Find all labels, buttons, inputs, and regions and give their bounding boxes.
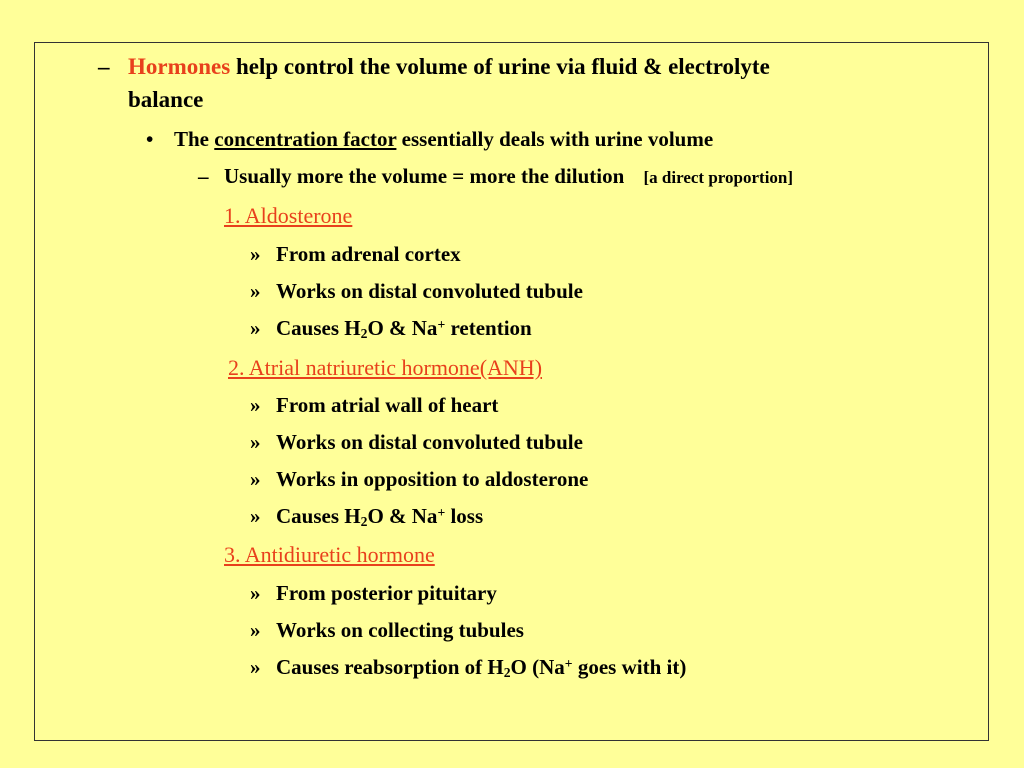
list-item-chem	[276, 655, 686, 681]
chem-sup: +	[437, 317, 446, 332]
list-item: Works on distal convoluted tubule	[276, 430, 583, 454]
heading-anh: 2. Atrial natriuretic hormone(ANH)	[228, 355, 543, 380]
sub-marker: »	[250, 393, 261, 417]
list-item: Works in opposition to aldosterone	[276, 467, 589, 491]
dilution-line	[224, 164, 793, 189]
list-item: From atrial wall of heart	[276, 393, 499, 417]
heading-aldosterone: 1. Aldosterone	[224, 203, 353, 228]
chem-pre: Causes H	[276, 316, 361, 340]
dilution-note: [a direct proportion]	[643, 168, 794, 187]
chem-pre: Causes reabsorption of H	[276, 655, 504, 679]
list-item-chem	[276, 504, 483, 530]
concentration-post: essentially deals with urine volume	[396, 127, 714, 151]
hormones-text: help control the volume of urine via fluid & electrolyte	[230, 54, 770, 79]
sub-marker: »	[250, 279, 261, 303]
level3-dash-marker: –	[198, 164, 209, 188]
hormones-line-continued: balance	[128, 87, 204, 112]
chem-post: retention	[445, 316, 532, 340]
sub-marker: »	[250, 316, 261, 340]
chem-mid: O & Na	[367, 504, 438, 528]
chem-sub: 2	[360, 326, 368, 341]
chem-pre: Causes H	[276, 504, 361, 528]
sub-marker: »	[250, 655, 261, 679]
chem-sup: +	[564, 656, 573, 671]
concentration-pre: The	[174, 127, 215, 151]
list-item: From posterior pituitary	[276, 581, 497, 605]
hormones-line	[128, 54, 770, 80]
list-item-chem	[276, 316, 532, 342]
sub-marker: »	[250, 242, 261, 266]
hormones-keyword: Hormones	[128, 54, 231, 79]
chem-post: goes with it)	[572, 655, 687, 679]
chem-sub: 2	[360, 514, 368, 529]
heading-adh: 3. Antidiuretic hormone	[224, 542, 435, 567]
sub-marker: »	[250, 467, 261, 491]
sub-marker: »	[250, 618, 261, 642]
chem-sup: +	[437, 505, 446, 520]
concentration-line	[174, 127, 713, 152]
bullet-marker: •	[146, 127, 154, 151]
level1-dash-marker: –	[98, 54, 110, 79]
concentration-term: concentration factor	[214, 127, 397, 151]
chem-mid: O & Na	[367, 316, 438, 340]
dilution-text: Usually more the volume = more the dilution	[224, 164, 625, 188]
list-item: Works on distal convoluted tubule	[276, 279, 583, 303]
chem-mid: O (Na	[510, 655, 565, 679]
sub-marker: »	[250, 430, 261, 454]
list-item: From adrenal cortex	[276, 242, 461, 266]
sub-marker: »	[250, 581, 261, 605]
list-item: Works on collecting tubules	[276, 618, 524, 642]
chem-post: loss	[445, 504, 484, 528]
chem-sub: 2	[503, 665, 511, 680]
sub-marker: »	[250, 504, 261, 528]
